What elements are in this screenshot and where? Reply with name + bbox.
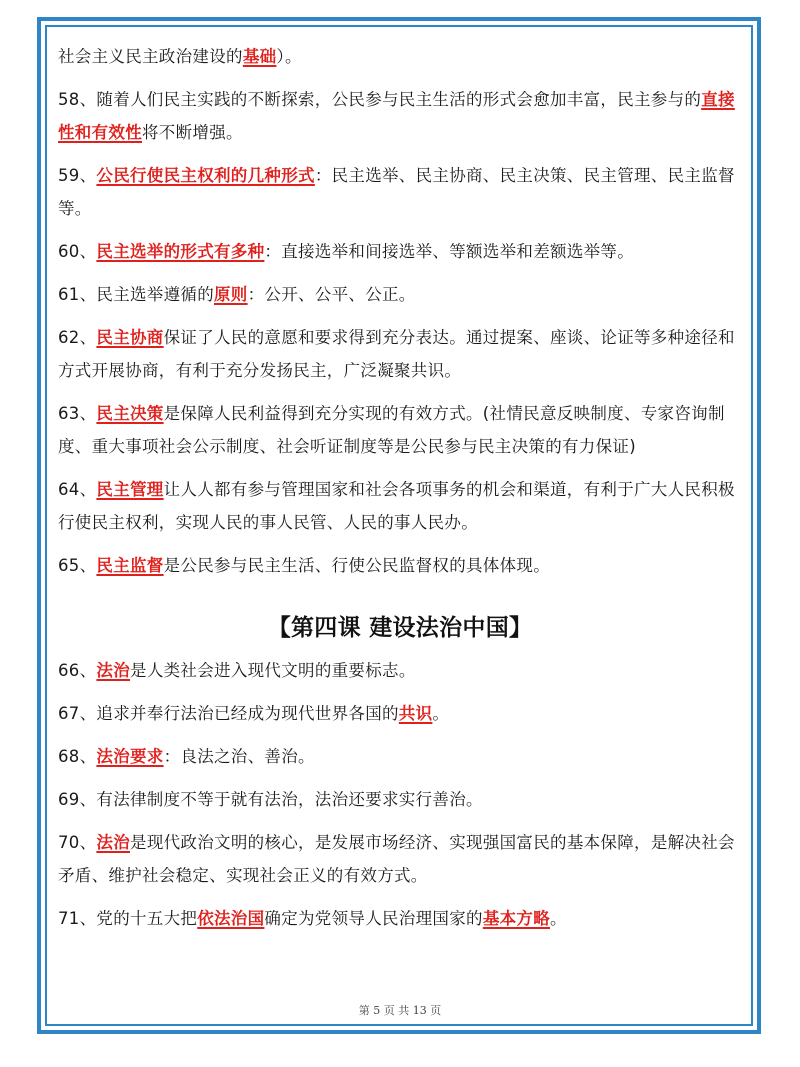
paragraph-text: ：公开、公平、公正。 — [247, 285, 416, 304]
paragraph-p62 — [58, 321, 742, 387]
paragraph-text: 71、党的十五大把 — [58, 909, 198, 928]
section-title: 【第四课 建设法治中国】 — [267, 615, 533, 641]
paragraph-text: 是保障人民利益得到充分实现的有效方式。(社情民意反映制度、专家咨询制度、重大事项社会公示制度、社会听证制度等是公民参与民主决策的有力保证) — [58, 404, 725, 456]
paragraph-text: ：民主选举、民主协商、民主决策、民主管理、民主监督等。 — [58, 166, 735, 218]
paragraph-p64 — [58, 473, 742, 539]
paragraph-text: 59、 — [58, 166, 97, 185]
keyword-highlight: 公民行使民主权利的几种形式 — [96, 166, 315, 185]
paragraph-p59 — [58, 159, 742, 225]
keyword-highlight: 民主协商 — [96, 328, 164, 347]
paragraph-text: 。 — [432, 704, 450, 723]
keyword-highlight: 原则 — [214, 285, 248, 304]
paragraph-text: 64、 — [58, 480, 97, 499]
paragraph-text: 是人类社会进入现代文明的重要标志。 — [130, 661, 416, 680]
keyword-highlight: 直接性和有效性 — [58, 90, 735, 142]
paragraph-text: ：直接选举和间接选举、等额选举和差额选举等。 — [264, 242, 635, 261]
paragraph-text: 让人人都有参与管理国家和社会各项事务的机会和渠道，有利于广大人民积极行使民主权利，实现人民的事人民管、人民的事人民办。 — [58, 480, 735, 532]
paragraph-p65 — [58, 549, 742, 582]
paragraph-text: ）。 — [276, 47, 302, 66]
paragraph-p71 — [58, 902, 742, 935]
keyword-highlight: 民主选举的形式有多种 — [96, 242, 265, 261]
paragraph-p63 — [58, 397, 742, 463]
paragraph-text: 保证了人民的意愿和要求得到充分表达。通过提案、座谈、论证等多种途径和方式开展协商，有利于充分发扬民主，广泛凝聚共识。 — [58, 328, 735, 380]
keyword-highlight: 依法治国 — [197, 909, 265, 928]
paragraph-text: 67、追求并奉行法治已经成为现代世界各国的 — [58, 704, 399, 723]
paragraph-text: 社会主义民主政治建设的 — [58, 47, 243, 66]
paragraph-text: 61、民主选举遵循的 — [58, 285, 214, 304]
paragraph-p61 — [58, 278, 742, 311]
paragraph-cont — [58, 40, 742, 73]
paragraph-text: 。 — [550, 909, 567, 928]
paragraph-text: 58、随着人们民主实践的不断探索，公民参与民主生活的形式会愈加丰富，民主参与的 — [58, 90, 702, 109]
paragraph-text: 是现代政治文明的核心，是发展市场经济、实现强国富民的基本保障，是解决社会矛盾、维护社会稳定、实现社会正义的有效方式。 — [58, 833, 735, 885]
paragraph-p68 — [58, 740, 742, 773]
paragraph-p70 — [58, 826, 742, 892]
paragraph-text: 70、 — [58, 833, 97, 852]
paragraph-text: 是公民参与民主生活、行使公民监督权的具体体现。 — [163, 556, 551, 575]
paragraph-text: ：良法之治、善治。 — [163, 747, 315, 766]
keyword-highlight: 基本方略 — [482, 909, 551, 928]
keyword-highlight: 基础 — [242, 47, 277, 66]
paragraph-p60 — [58, 235, 742, 268]
paragraph-text: 63、 — [58, 404, 97, 423]
keyword-highlight: 共识 — [398, 704, 433, 723]
paragraph-text: 69、有法律制度不等于就有法治，法治还要求实行善治。 — [58, 790, 483, 809]
paragraph-p58 — [58, 83, 742, 149]
keyword-highlight: 民主监督 — [96, 556, 164, 575]
keyword-highlight: 民主决策 — [96, 404, 164, 423]
paragraph-text: 62、 — [58, 328, 97, 347]
paragraph-text: 68、 — [58, 747, 97, 766]
paragraph-list-bottom — [58, 654, 742, 935]
keyword-highlight: 民主管理 — [96, 480, 164, 499]
keyword-highlight: 法治 — [96, 833, 131, 852]
keyword-highlight: 法治要求 — [96, 747, 164, 766]
paragraph-text: 65、 — [58, 556, 97, 575]
paragraph-p67 — [58, 697, 742, 730]
page-footer: 第 5 页 共 13 页 — [358, 1004, 442, 1017]
paragraph-text: 确定为党领导人民治理国家的 — [264, 909, 483, 928]
paragraph-list-top — [58, 40, 742, 582]
paragraph-p69 — [58, 783, 742, 816]
paragraph-text: 66、 — [58, 661, 97, 680]
paragraph-text: 60、 — [58, 242, 97, 261]
paragraph-text: 将不断增强。 — [142, 123, 243, 142]
document-body — [58, 40, 742, 945]
paragraph-p66 — [58, 654, 742, 687]
keyword-highlight: 法治 — [96, 661, 131, 680]
